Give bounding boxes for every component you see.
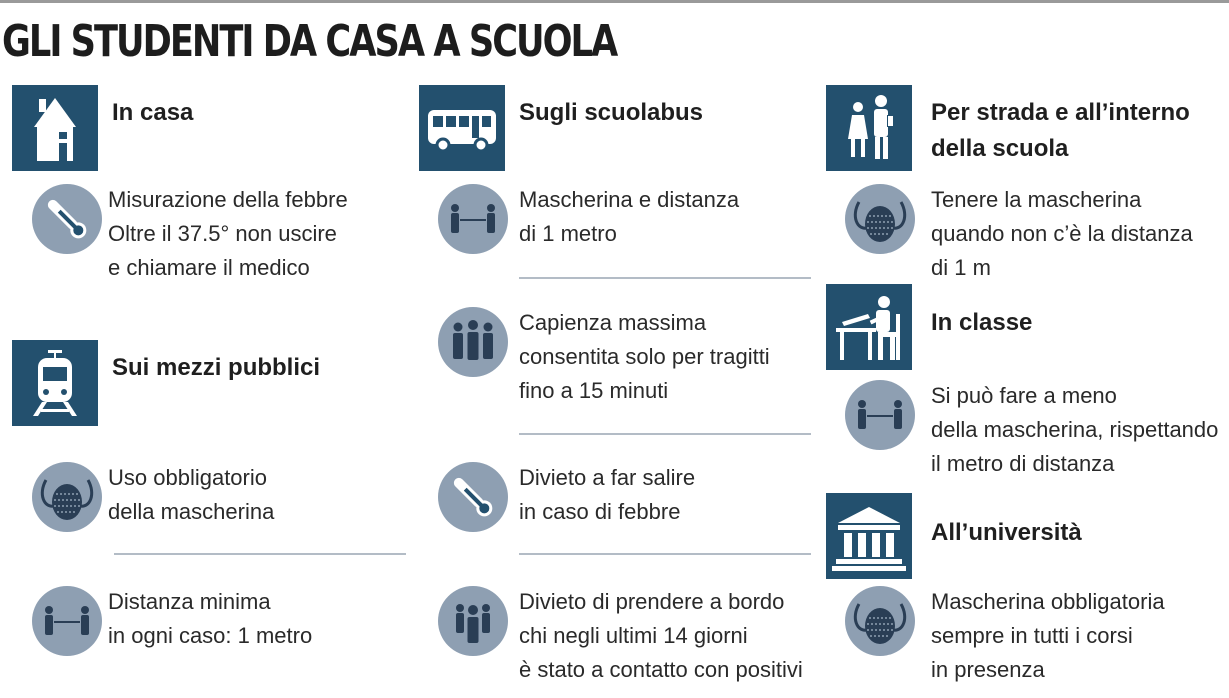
desk-student-icon (826, 284, 912, 370)
section-heading-bus: Sugli scuolabus (519, 99, 704, 126)
bus-item-fever: Divieto a far salire in caso di febbre (519, 465, 696, 524)
transit-item-distance: Distanza minima in ogni caso: 1 metro (108, 589, 313, 648)
mask-icon (32, 462, 102, 532)
distance-icon (438, 184, 508, 254)
mask-icon (845, 184, 915, 254)
university-icon (826, 493, 912, 579)
mask-icon (845, 586, 915, 656)
infographic-title: GLI STUDENTI DA CASA A SCUOLA (2, 16, 617, 67)
train-icon (12, 340, 98, 426)
distance-icon (32, 586, 102, 656)
separator (519, 433, 811, 435)
transit-item-mask: Uso obbligatorio della mascherina (108, 465, 275, 524)
section-heading-street: Per strada e all’interno della scuola (931, 99, 1190, 162)
distance-icon (845, 380, 915, 450)
separator (519, 277, 811, 279)
street-item-mask: Tenere la mascherina quando non c’è la distanza di 1 m (931, 187, 1193, 280)
separator (114, 553, 406, 555)
walking-students-icon (826, 85, 912, 171)
classroom-item-distance: Si può fare a meno della mascherina, rispettando il metro di distanza (931, 383, 1219, 476)
thermometer-icon (438, 462, 508, 532)
section-heading-classroom: In classe (931, 309, 1033, 336)
section-heading-transit: Sui mezzi pubblici (112, 354, 321, 381)
crowd-icon (438, 307, 508, 377)
university-item-mask: Mascherina obbligatoria sempre in tutti i corsi in presenza (931, 589, 1165, 682)
group-icon (438, 586, 508, 656)
bus-item-distance: Mascherina e distanza di 1 metro (519, 187, 740, 246)
house-icon (12, 85, 98, 171)
bus-item-capacity: Capienza massima consentita solo per tragitti fino a 15 minuti (519, 310, 770, 403)
section-heading-university: All’università (931, 519, 1082, 546)
bus-icon (419, 85, 505, 171)
top-rule (0, 0, 1229, 3)
bus-item-contacts: Divieto di prendere a bordo chi negli ultimi 14 giorni è stato a contatto con positivi (519, 589, 803, 682)
section-heading-home: In casa (112, 99, 194, 126)
separator (519, 553, 811, 555)
home-item-fever: Misurazione della febbre Oltre il 37.5° non uscire e chiamare il medico (108, 187, 348, 280)
thermometer-icon (32, 184, 102, 254)
